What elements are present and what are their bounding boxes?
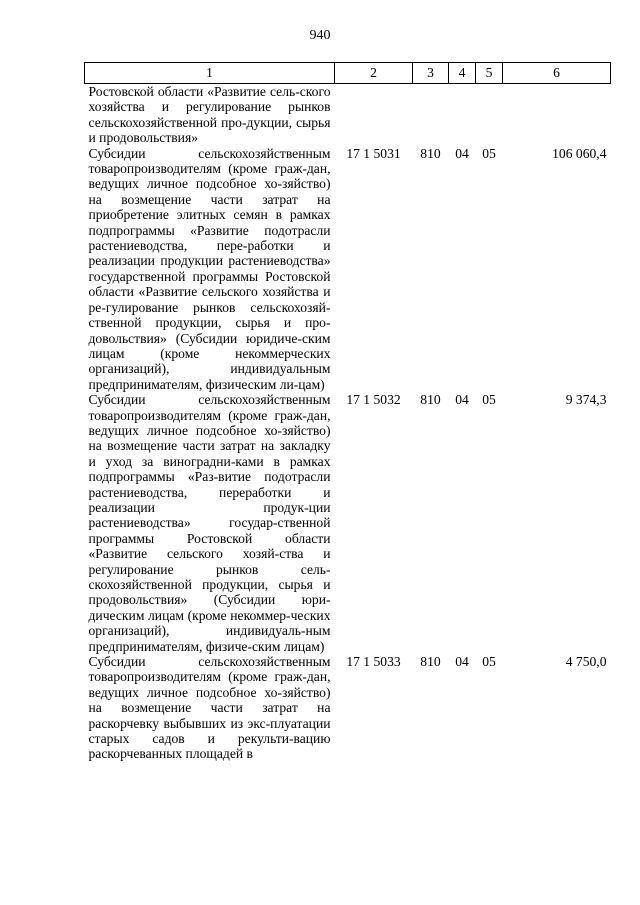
row-amount: 106 060,4 — [552, 145, 607, 161]
row-rz — [449, 84, 476, 146]
row-amount: 4 750,0 — [565, 654, 607, 670]
column-header-3: 3 — [413, 63, 449, 84]
row-rz: 04 — [455, 392, 469, 408]
row-vr: 810 — [420, 145, 441, 161]
row-rz: 04 — [455, 145, 469, 161]
column-header-2: 2 — [335, 63, 413, 84]
row-vr: 810 — [420, 654, 441, 670]
table-row — [85, 654, 611, 762]
row-pr: 05 — [482, 654, 496, 670]
row-rz: 04 — [455, 654, 469, 670]
table-row — [85, 392, 611, 654]
row-amount: 9 374,3 — [565, 392, 607, 408]
row-pr: 05 — [482, 145, 496, 161]
row-code: 17 1 5033 — [346, 654, 401, 670]
row-code: 17 1 5031 — [346, 145, 401, 161]
row-pr: 05 — [482, 392, 496, 408]
budget-table — [84, 62, 611, 762]
row-amount — [503, 84, 611, 146]
row-description: Ростовской области «Развитие сель-ского хозяйства и регулирование рынков сельскохозяйственной про-дукции, сырья и продовольствия» — [88, 84, 331, 146]
row-pr — [476, 84, 503, 146]
page-number: 940 — [309, 28, 331, 43]
row-code: 17 1 5032 — [346, 392, 401, 408]
row-vr — [413, 84, 449, 146]
table-header-row — [85, 63, 611, 84]
row-vr: 810 — [420, 392, 441, 408]
column-header-1: 1 — [85, 63, 335, 84]
row-code — [335, 84, 413, 146]
row-description: Субсидии сельскохозяйственным товаропроизводителям (кроме граж-дан, ведущих личное подсобное хо-зяйство) на возмещение части затрат на раскорчевку выбывших из экс-плуатации старых садов и рекульти-вацию раскорчеванных площадей в — [88, 654, 331, 762]
row-description: Субсидии сельскохозяйственным товаропроизводителям (кроме граж-дан, ведущих личное подсобное хо-зяйство) на возмещение части затрат на приобретение элитных семян в рамках подпрограммы «Развитие подотрасли растениеводства, пере-работки и реализации продукции растениеводства» государственной программы Ростовской области «Развитие сельского хозяйства и ре-гулирование рынков сельскохозяй-ственной продукции, сырья и про-довольствия» (Субсидии юридиче-ским лицам (кроме некоммерческих организаций), индивидуальным предпринимателям, физическим ли-цам) — [88, 145, 331, 392]
column-header-4: 4 — [449, 63, 476, 84]
column-header-6: 6 — [503, 63, 611, 84]
table-row — [85, 146, 611, 393]
row-description: Субсидии сельскохозяйственным товаропроизводителям (кроме граж-дан, ведущих личное подсобное хо-зяйство) на возмещение части затрат на закладку и уход за виноградни-ками в рамках подпрограммы «Раз-витие подотрасли растениеводства, переработки и реализации продук-ции растениеводства» государ-ственной программы Ростовской области «Развитие сельского хозяй-ства и регулирование рынков сель-скохозяйственной продукции, сырья и продовольствия» (Субсидии юри-дическим лицам (кроме некоммер-ческих организаций), индивидуаль-ным предпринимателям, физиче-ским лицам) — [88, 392, 331, 654]
table-row — [85, 84, 611, 146]
column-header-5: 5 — [476, 63, 503, 84]
